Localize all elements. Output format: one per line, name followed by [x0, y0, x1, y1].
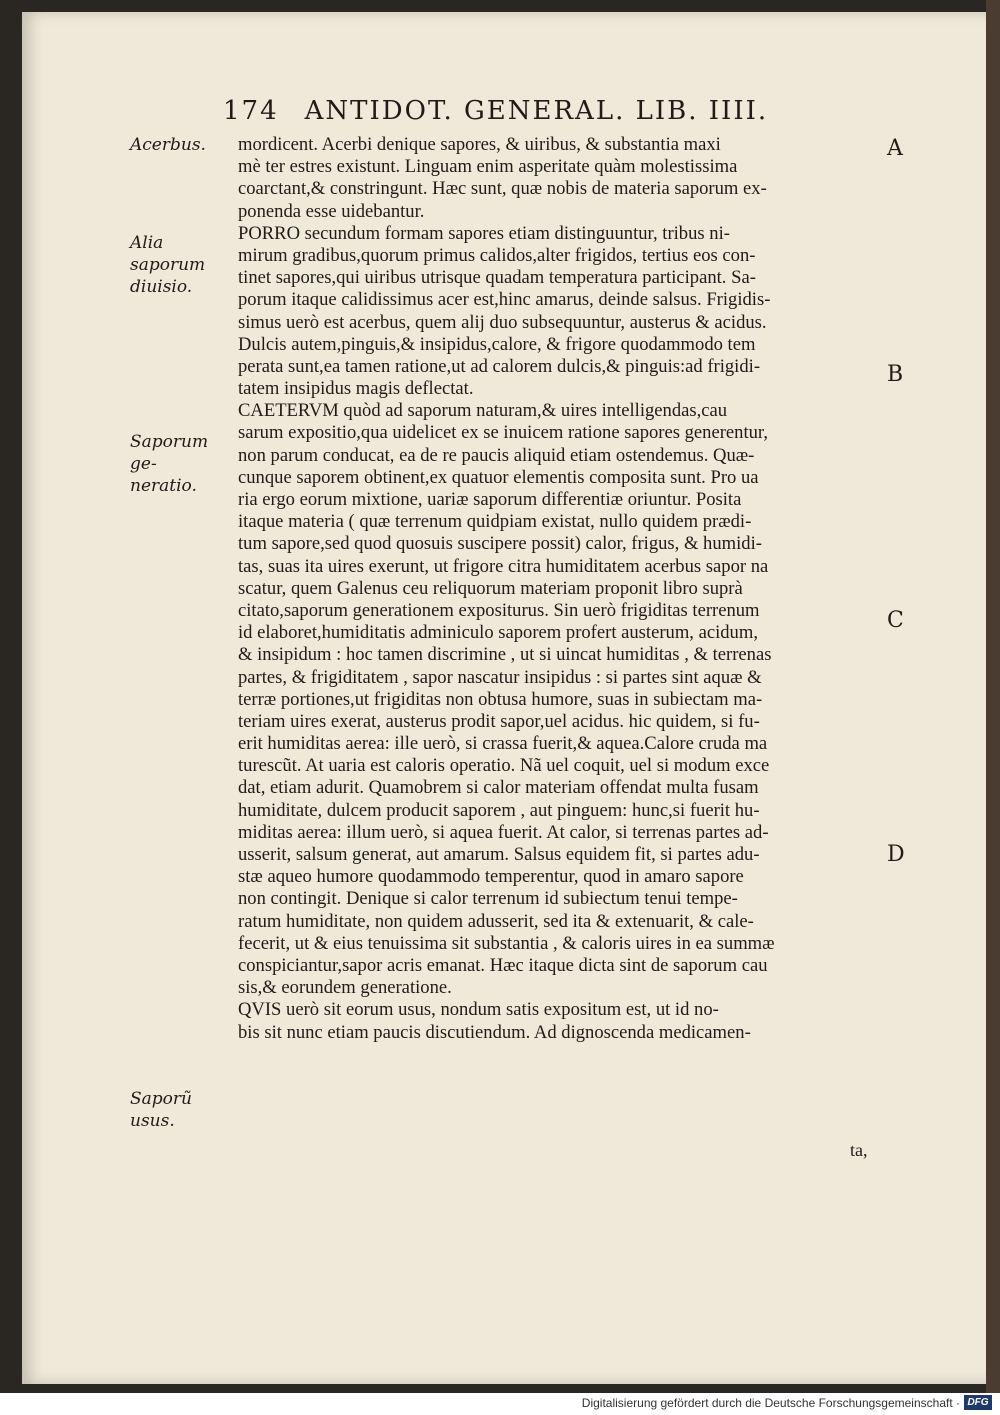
running-head — [223, 96, 768, 126]
margin-note-saporum-generatio — [130, 431, 234, 497]
body-line: ponenda esse uidebantur. — [238, 200, 425, 222]
body-line: partes, & frigiditatem , sapor nascatur insipidus : si partes sint aquæ & — [238, 666, 762, 688]
body-line: CAETERVM quòd ad saporum naturam,& uires intelligendas,cau — [238, 400, 728, 422]
body-line: coarctant,& constringunt. Hæc sunt, quæ nobis de materia saporum ex- — [238, 178, 767, 200]
body-line: id elaboret,humiditatis adminiculo saporem profert austerum, acidum, — [238, 622, 758, 644]
body-line: fecerit, ut & eius tenuissima sit substantia , & caloris uires in ea summæ — [238, 932, 775, 954]
body-line: bis sit nunc etiam paucis discutiendum. Ad dignoscenda medicamen- — [238, 1021, 751, 1043]
body-line: ria ergo eorum mixtione, uariæ saporum differentiæ oriuntur. Posita — [238, 489, 742, 510]
body-line: conspiciantur,sapor acris emanat. Hæc itaque dicta sint de saporum cau — [238, 954, 768, 976]
body-line: erit humiditas aerea: ille uerò, si crassa fuerit,& aquea.Calore cruda ma — [238, 733, 768, 755]
margin-note-line: Acerbus. — [130, 135, 206, 155]
body-line: sis,& eorundem generatione. — [238, 977, 452, 999]
body-line: perata sunt,ea tamen ratione,ut ad calorem dulcis,& pinguis:ad frigidi- — [238, 355, 761, 377]
body-line: simus uerò est acerbus, quem alij duo subsequuntur, austerus & acidus. — [238, 311, 767, 333]
margin-note-line: Alia saporum — [130, 233, 206, 275]
body-line: cunque saporem obtinent,ex quatuor elementis composita sunt. Pro ua — [238, 466, 759, 488]
page-number: 174 — [223, 96, 279, 126]
body-line: citato,saporum generationem expositurus. Sin uerò frigiditas terrenum — [238, 599, 760, 621]
margin-note-line: diuisio. — [130, 277, 193, 297]
footer-bar — [0, 1393, 1000, 1415]
body-line: humiditate, dulcem producit saporem , aut pinguem: hunc,si fuerit hu- — [238, 799, 760, 821]
body-line: tum sapore,sed quod quosuis suscipere possit) calor, frigus, & humidi- — [238, 533, 762, 555]
body-line: mè ter estres existunt. Linguam enim asperitate quàm molestissima — [238, 156, 738, 178]
body-line: tinet sapores,qui uiribus utrisque quadam temperatura participant. Sa- — [238, 267, 756, 289]
body-line: non parum conducat, ea de re paucis aliquid etiam ostendemus. Quæ- — [238, 444, 755, 466]
body-text — [238, 134, 888, 1044]
footer-credit: Digitalisierung gefördert durch die Deutsche Forschungsgemeinschaft · — [581, 1396, 960, 1410]
section-letter-b: B — [887, 362, 904, 387]
body-line: & insipidum : hoc tamen discrimine , ut si uincat humiditas , & terrenas — [238, 644, 772, 666]
section-letter-c: C — [887, 608, 904, 633]
body-line: Dulcis autem,pinguis,& insipidus,calore, & frigore quodammodo tem — [238, 333, 756, 355]
body-line: dat, etiam adurit. Quamobrem si calor materiam offendat multa fusam — [238, 777, 759, 799]
body-line: mordicent. Acerbi denique sapores, & uiribus, & substantia maxi — [238, 134, 721, 155]
margin-note-line: neratio. — [130, 476, 197, 496]
body-line: non contingit. Denique si calor terrenum id subiectum tenui tempe- — [238, 888, 738, 910]
margin-note-acerbus — [130, 134, 234, 156]
body-line: stæ aqueo humore quodammodo temperentur, quod in amaro sapore — [238, 866, 744, 888]
page-edge — [986, 0, 1000, 1393]
margin-note-line: Saporũ usus. — [130, 1089, 192, 1131]
section-letter-d: D — [887, 842, 905, 867]
body-line: QVIS uerò sit eorum usus, nondum satis expositum est, ut id no- — [238, 999, 719, 1021]
body-line: tatem insipidus magis deflectat. — [238, 378, 474, 400]
body-line: ratum humiditate, non quidem adusserit, sed ita & extenuarit, & cale- — [238, 910, 754, 932]
body-line: teriam uires exerat, austerus prodit sapor,uel acidus. hic quidem, si fu- — [238, 710, 760, 732]
body-line: mirum gradibus,quorum primus calidos,alter frigidos, tertius eos con- — [238, 244, 756, 266]
body-line: itaque materia ( quæ terrenum quidpiam existat, nullo quidem prædi- — [238, 511, 752, 533]
body-line: miditas aerea: illum uerò, si aquea fuerit. At calor, si terrenas partes ad- — [238, 821, 769, 843]
body-line: sarum expositio,qua uidelicet ex se inuicem ratione sapores generentur, — [238, 422, 769, 444]
dfg-logo-icon: DFG — [964, 1395, 992, 1410]
body-line: turescũt. At uaria est caloris operatio. Nã uel coquit, uel si modum exce — [238, 755, 770, 777]
body-line: scatur, quem Galenus ceu reliquorum materiam proponit libro suprà — [238, 577, 743, 599]
margin-note-line: Saporum ge- — [130, 432, 209, 474]
catchword: ta, — [850, 1140, 868, 1160]
margin-note-saporum-usus — [130, 1088, 234, 1132]
body-line: porum itaque calidissimus acer est,hinc amarus, deinde salsus. Frigidis- — [238, 289, 771, 311]
body-line: tas, suas ita uires exerunt, ut frigore citra humiditatem acerbus sapor na — [238, 555, 769, 577]
section-letter-a: A — [887, 136, 903, 161]
body-line: PORRO secundum formam sapores etiam distinguuntur, tribus ni- — [238, 222, 730, 244]
running-head-title: ANTIDOT. GENERAL. LIB. IIII. — [304, 96, 769, 126]
body-line: terræ portiones,ut frigiditas non obtusa humore, suas in subiectam ma- — [238, 688, 763, 710]
body-line: usserit, salsum generat, aut amarum. Salsus equidem fit, si partes adu- — [238, 844, 760, 865]
margin-note-alia-saporum — [130, 232, 234, 298]
